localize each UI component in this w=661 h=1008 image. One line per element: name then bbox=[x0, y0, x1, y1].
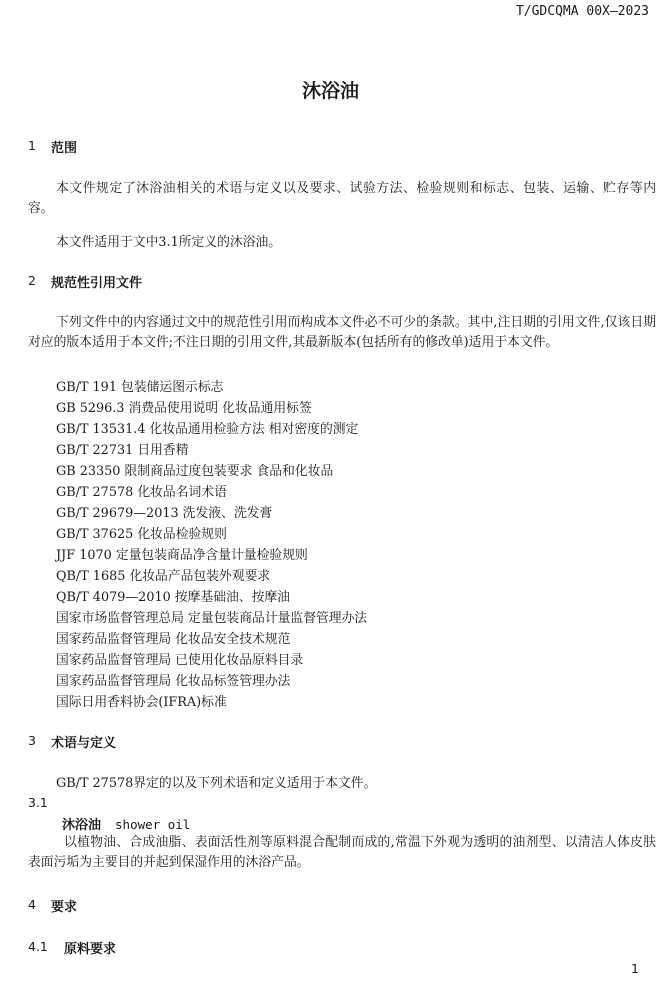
term-entry bbox=[62, 814, 190, 833]
reference-item: 国家药品监督管理局 化妆品标签管理办法 bbox=[56, 674, 291, 689]
reference-item: GB/T 191 包装储运图示标志 bbox=[56, 380, 224, 395]
reference-item: 国家药品监督管理局 已使用化妆品原料目录 bbox=[56, 653, 304, 668]
subsection-4-1-title: 原料要求 bbox=[64, 942, 117, 957]
reference-item: QB/T 1685 化妆品产品包装外观要求 bbox=[56, 569, 271, 584]
reference-item: GB/T 27578 化妆品名词术语 bbox=[56, 485, 227, 500]
reference-item: 国际日用香料协会(IFRA)标准 bbox=[56, 695, 227, 710]
page-number: 1 bbox=[631, 961, 639, 976]
section-4-number: 4 bbox=[28, 897, 36, 912]
term-chinese: 沐浴油 bbox=[62, 818, 102, 833]
reference-item: 国家市场监督管理总局 定量包装商品计量监督管理办法 bbox=[56, 611, 368, 626]
section-1-title: 范围 bbox=[51, 141, 78, 156]
section-2-paragraph: 下列文件中的内容通过文中的规范性引用而构成本文件必不可少的条款。其中,注日期的引用文件,仅该日期对应的版本适用于本文件;不注日期的引用文件,其最新版本(包括所有的修改单)适用于本文件。 bbox=[28, 315, 656, 350]
document-title: 沐浴油 bbox=[301, 80, 359, 102]
term-definition: 以植物油、合成油脂、表面活性剂等原料混合配制而成的,常温下外观为透明的油剂型、以清洁人体皮肤表面污垢为主要目的并起到保湿作用的沐浴产品。 bbox=[28, 835, 656, 870]
document-code: T/GDCQMA 00X—2023 bbox=[515, 4, 649, 19]
reference-item: JJF 1070 定量包装商品净含量计量检验规则 bbox=[56, 548, 308, 563]
reference-item: QB/T 4079—2010 按摩基础油、按摩油 bbox=[56, 590, 290, 605]
reference-item: GB/T 13531.4 化妆品通用检验方法 相对密度的测定 bbox=[56, 422, 359, 437]
reference-item: GB 5296.3 消费品使用说明 化妆品通用标签 bbox=[56, 401, 312, 416]
section-1-paragraph-2: 本文件适用于文中3.1所定义的沐浴油。 bbox=[56, 235, 282, 250]
section-3-intro: GB/T 27578界定的以及下列术语和定义适用于本文件。 bbox=[56, 776, 377, 791]
term-english: shower oil bbox=[115, 817, 191, 832]
section-2-title: 规范性引用文件 bbox=[51, 276, 143, 291]
section-1-number: 1 bbox=[28, 138, 36, 153]
subsection-4-1-number: 4.1 bbox=[28, 939, 48, 954]
reference-item: GB/T 37625 化妆品检验规则 bbox=[56, 527, 227, 542]
reference-item: GB/T 29679—2013 洗发液、洗发膏 bbox=[56, 506, 273, 521]
section-1-paragraph-1: 本文件规定了沐浴油相关的术语与定义以及要求、试验方法、检验规则和标志、包装、运输、贮存等内容。 bbox=[28, 181, 656, 216]
section-3-title: 术语与定义 bbox=[51, 736, 117, 751]
subsection-3-1-number: 3.1 bbox=[28, 795, 48, 810]
reference-item: GB/T 22731 日用香精 bbox=[56, 443, 189, 458]
section-3-number: 3 bbox=[28, 733, 36, 748]
section-2-number: 2 bbox=[28, 273, 36, 288]
reference-item: GB 23350 限制商品过度包装要求 食品和化妆品 bbox=[56, 464, 334, 479]
section-4-title: 要求 bbox=[51, 900, 78, 915]
reference-item: 国家药品监督管理局 化妆品安全技术规范 bbox=[56, 632, 291, 647]
